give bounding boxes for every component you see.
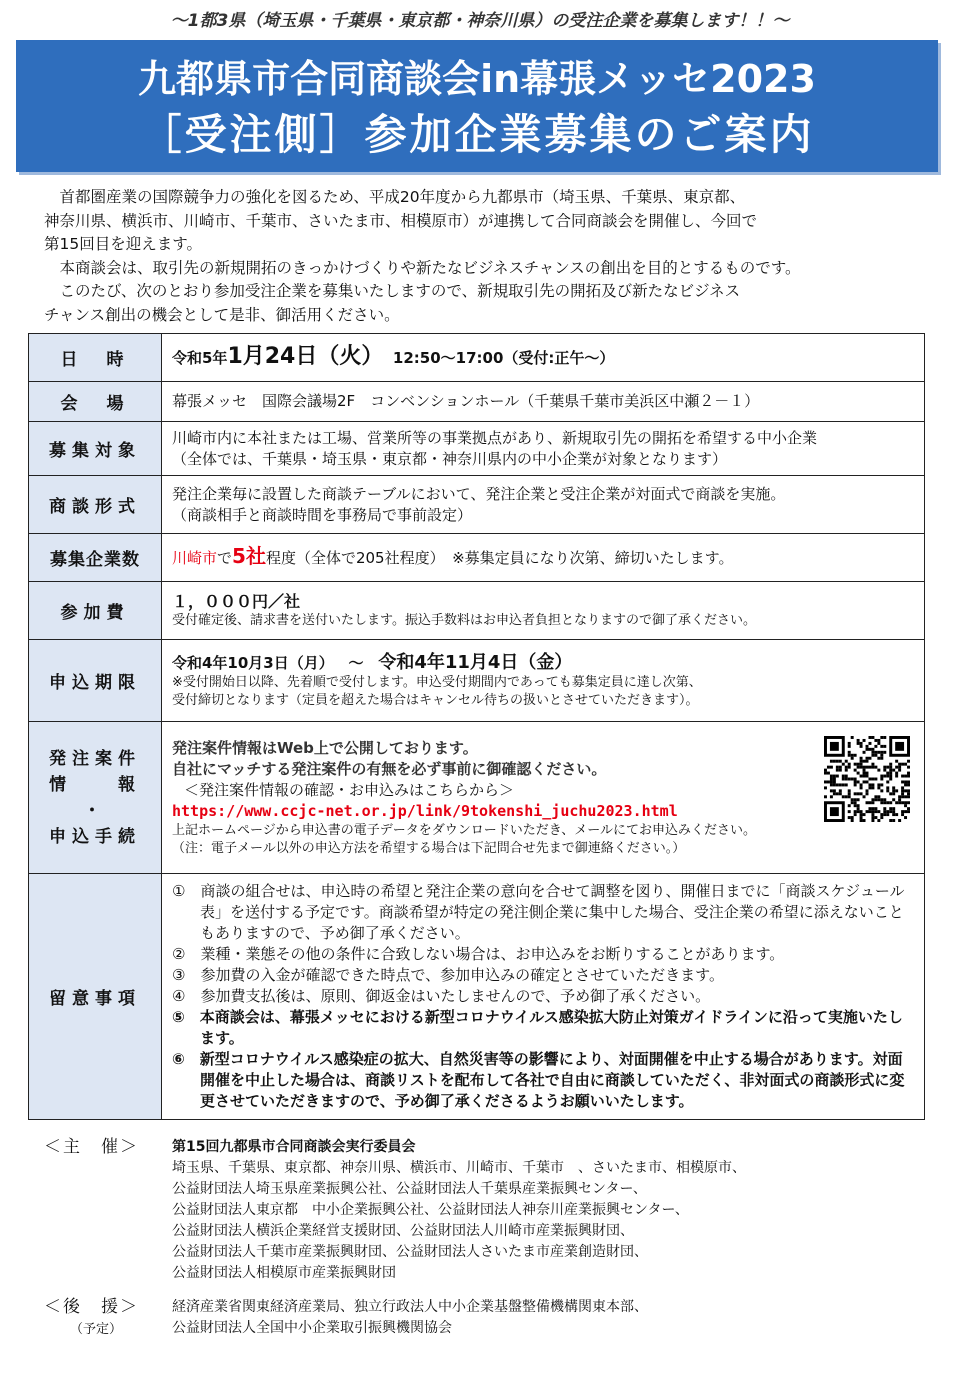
deadline-start: 令和4年10月3日（月） — [172, 653, 334, 672]
row-info — [29, 722, 925, 874]
row-fee — [29, 582, 925, 640]
note-item-5: ⑤ 本商談会は、幕張メッセにおける新型コロナウイルス感染拡大防止対策ガイドラインに沿って実施いたします。 — [172, 1008, 903, 1047]
row-datetime — [29, 334, 925, 382]
value-info — [162, 722, 925, 874]
intro-line: 第15回目を迎えます。 — [44, 235, 202, 253]
label-format: 商談形式 — [29, 476, 162, 534]
organizer-line: 公益財団法人千葉市産業振興財団、公益財団法人さいたま市産業創造財団、 — [172, 1244, 648, 1260]
deadline-sep: ～ — [348, 653, 364, 672]
info-label-2: 情 報 — [49, 774, 141, 795]
label-datetime: 日 時 — [29, 334, 162, 382]
info-label-1: 発注案件 — [49, 748, 141, 769]
note-item-1: ① 商談の組合せは、申込時の希望と発注企業の意向を合せて調整を図り、開催日までに「商談スケジュール表」を送付する予定です。商談希望が特定の発注側企業に集中した場合、受注企業の希望に添えないこともありますので、予め御了承ください。 — [172, 882, 905, 942]
label-fee: 参加費 — [29, 582, 162, 640]
info-line-3: ＜発注案件情報の確認・お申込みはこちらから＞ — [184, 780, 515, 799]
label-info — [29, 722, 162, 874]
label-venue: 会 場 — [29, 382, 162, 422]
deadline-note-1: ※受付開始日以降、先着順で受付します。申込受付期間内であっても募集定員に達し次第、 — [172, 674, 702, 690]
tagline: ～1都3県（埼玉県・千葉県・東京都・神奈川県）の受注企業を募集します！！～ — [170, 11, 790, 31]
intro-line: このたび、次のとおり参加受注企業を募集いたしますので、新規取引先の開拓及び新たなビジネス — [44, 282, 741, 300]
note-item-4: ④ 参加費支払後は、原則、御返金はいたしませんので、予め御了承ください。 — [172, 987, 711, 1005]
info-table — [28, 333, 925, 1120]
organizer-list — [172, 1137, 932, 1284]
title-line-1: 九都県市合同商談会in幕張メッセ2023 — [138, 57, 816, 101]
title-line-2: ［受注側］参加企業募集のご案内 — [139, 110, 815, 159]
count-city: 川崎市 — [172, 549, 218, 567]
datetime-date: 1月24日（火） — [227, 344, 384, 369]
value-count — [162, 534, 925, 582]
count-mid: で — [217, 549, 233, 567]
organizer-line: 公益財団法人相模原市産業振興財団 — [172, 1265, 396, 1281]
organizer-line: 埼玉県、千葉県、東京都、神奈川県、横浜市、川崎市、千葉市 、さいたま市、相模原市、 — [172, 1160, 746, 1176]
support-subheading: （予定） — [70, 1322, 123, 1337]
value-format — [162, 476, 925, 534]
note-item-3: ③ 参加費の入金が確認できた時点で、参加申込みの確定とさせていただきます。 — [172, 966, 724, 984]
target-line-1: 川崎市内に本社または工場、営業所等の事業拠点があり、新規取引先の開拓を希望する中小企業 — [172, 428, 818, 447]
fee-amount: １，０００円／社 — [172, 592, 301, 611]
count-number: 5社 — [232, 544, 266, 568]
title-banner — [16, 40, 938, 172]
support-section — [44, 1297, 924, 1347]
label-count: 募集企業数 — [29, 534, 162, 582]
info-line-1: 発注案件情報はWeb上で公開しております。 — [172, 738, 478, 757]
organizer-line: 公益財団法人横浜企業経営支援財団、公益財団法人川崎市産業振興財団、 — [172, 1223, 634, 1239]
fee-note: 受付確定後、請求書を送付いたします。振込手数料はお申込者負担となりますので御了承ください。 — [172, 613, 756, 628]
qr-code-icon[interactable] — [824, 736, 910, 822]
datetime-era: 令和5年 — [172, 349, 228, 367]
label-deadline: 申込期限 — [29, 640, 162, 722]
intro-line: 本商談会は、取引先の新規開拓のきっかけづくりや新たなビジネスチャンスの創出を目的とするものです。 — [44, 258, 801, 277]
value-fee — [162, 582, 925, 640]
row-venue — [29, 382, 925, 422]
row-target — [29, 422, 925, 476]
intro-line: チャンス創出の機会として是非、御活用ください。 — [44, 305, 400, 324]
intro-line: 神奈川県、横浜市、川崎市、千葉市、さいたま市、相模原市）が連携して合同商談会を開催し、今回で — [44, 211, 758, 230]
format-line-2: （商談相手と商談時間を事務局で事前設定） — [172, 505, 473, 524]
label-notes: 留意事項 — [29, 874, 162, 1120]
organizer-line: 第15回九都県市合同商談会実行委員会 — [172, 1139, 416, 1155]
note-item-6: ⑥ 新型コロナウイルス感染症の拡大、自然災害等の影響により、対面開催を中止する場合があります。対面開催を中止した場合は、商談リストを配布して各社で自由に商談していただく、非対面式の商談形式に変更させていただきますので、予め御了承くださるようお願いいたします。 — [172, 1050, 905, 1110]
organizer-heading: ＜主 催＞ — [44, 1137, 139, 1157]
label-target: 募集対象 — [29, 422, 162, 476]
note-item-2: ② 業種・業態その他の条件に合致しない場合は、お申込みをお断りすることがあります。 — [172, 945, 785, 963]
info-line-2: 自社にマッチする発注案件の有無を必ず事前に御確認ください。 — [172, 759, 607, 778]
deadline-note-2: 受付締切となります（定員を超えた場合はキャンセル待ちの扱いとさせていただきます）。 — [172, 692, 699, 708]
organizer-line: 公益財団法人東京都 中小企業振興公社、公益財団法人神奈川産業振興センター、 — [172, 1202, 689, 1218]
format-line-1: 発注企業毎に設置した商談テーブルにおいて、発注企業と受注企業が対面式で商談を実施。 — [172, 484, 786, 503]
info-line-5: （注：電子メール以外の申込方法を希望する場合は下記問合せ先まで御連絡ください。） — [172, 840, 686, 856]
info-url-link[interactable]: https://www.ccjc-net.or.jp/link/9tokenshi_juchu2023.html — [172, 801, 678, 820]
info-label-4: 申込手続 — [49, 826, 141, 847]
organizer-section — [44, 1137, 924, 1287]
value-notes — [162, 874, 925, 1120]
organizer-line: 公益財団法人埼玉県産業振興公社、公益財団法人千葉県産業振興センター、 — [172, 1181, 647, 1197]
row-deadline — [29, 640, 925, 722]
intro-line: 首都圏産業の国際競争力の強化を図るため、平成20年度から九都県市（埼玉県、千葉県、東京都、 — [44, 188, 746, 206]
value-datetime — [162, 334, 925, 382]
row-notes — [29, 874, 925, 1120]
deadline-end: 令和4年11月4日（金） — [378, 651, 573, 673]
value-target — [162, 422, 925, 476]
value-deadline — [162, 640, 925, 722]
row-format — [29, 476, 925, 534]
support-list — [172, 1297, 932, 1339]
intro-text — [44, 186, 924, 327]
support-heading: ＜後 援＞ — [44, 1297, 139, 1317]
count-rest: 程度（全体で205社程度） ※募集定員になり次第、締切いたします。 — [265, 549, 734, 567]
row-count — [29, 534, 925, 582]
value-venue: 幕張メッセ 国際会議場2F コンベンションホール（千葉県千葉市美浜区中瀬２－１） — [162, 382, 925, 422]
target-line-2: （全体では、千葉県・埼玉県・東京都・神奈川県内の中小企業が対象となります） — [172, 449, 728, 468]
support-line: 公益財団法人全国中小企業取引振興機関協会 — [172, 1320, 452, 1336]
datetime-time: 12:50～17:00（受付:正午～） — [392, 349, 615, 367]
info-label-3: ・ — [83, 800, 107, 821]
info-line-4: 上記ホームページから申込書の電子データをダウンロードいただき、メールにてお申込みください。 — [172, 822, 756, 838]
support-line: 経済産業省関東経済産業局、独立行政法人中小企業基盤整備機構関東本部、 — [172, 1299, 648, 1315]
